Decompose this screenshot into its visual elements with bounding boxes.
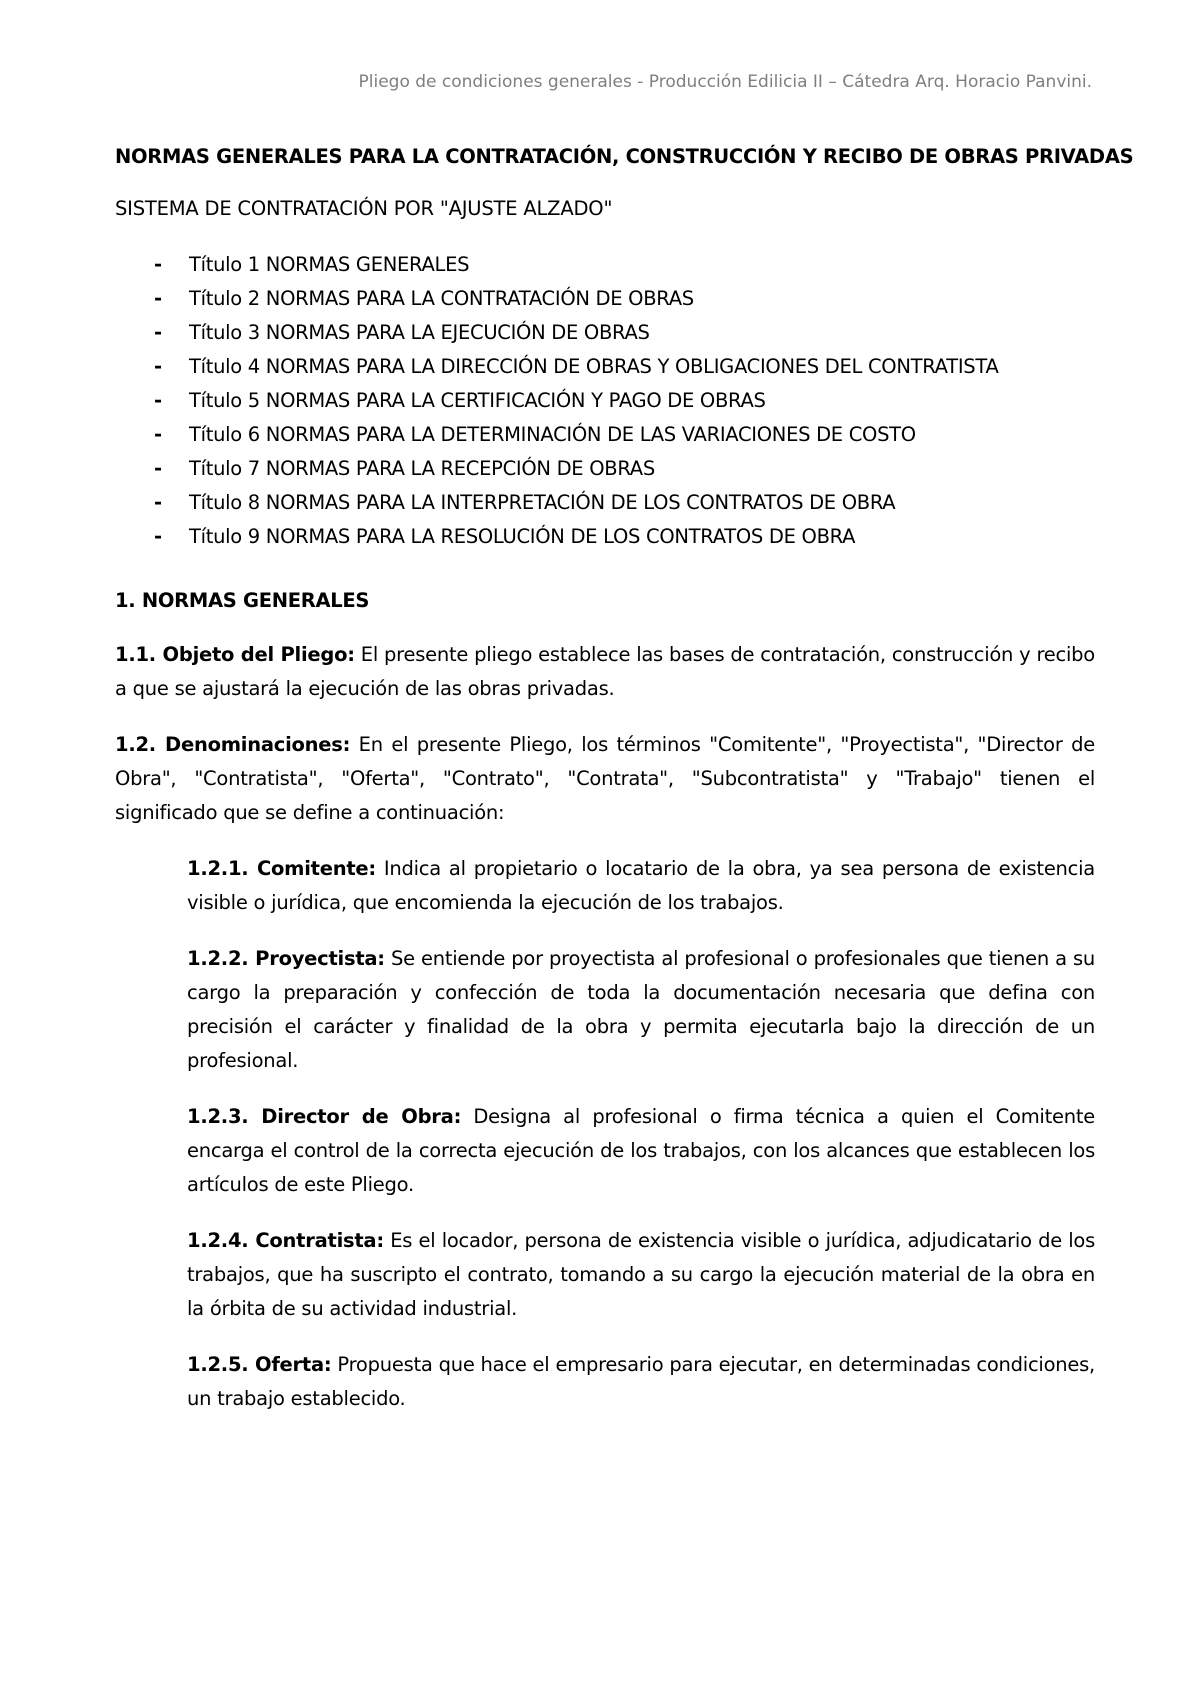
list-item-text: Título 1 NORMAS GENERALES bbox=[189, 253, 470, 276]
definition-proyectista bbox=[187, 942, 1095, 1078]
list-item bbox=[154, 384, 1095, 418]
list-dash: - bbox=[154, 457, 162, 480]
paragraph-term: 1.1. Objeto del Pliego: bbox=[115, 643, 355, 666]
list-dash: - bbox=[154, 253, 162, 276]
definition-term: 1.2.3. Director de Obra: bbox=[187, 1105, 462, 1128]
definition-term: 1.2.1. Comitente: bbox=[187, 857, 376, 880]
document-subtitle: SISTEMA DE CONTRATACIÓN POR "AJUSTE ALZADO" bbox=[115, 197, 613, 220]
list-item-text: Título 9 NORMAS PARA LA RESOLUCIÓN DE LOS CONTRATOS DE OBRA bbox=[189, 525, 856, 548]
definition-term: 1.2.2. Proyectista: bbox=[187, 947, 385, 970]
list-item-text: Título 5 NORMAS PARA LA CERTIFICACIÓN Y PAGO DE OBRAS bbox=[189, 389, 766, 412]
list-dash: - bbox=[154, 491, 162, 514]
definition-text: Es el locador, persona de existencia visible o jurídica, adjudicatario de los trabajos, que ha suscripto el contrato, tomando a su cargo la ejecución material de la obra en la órbita de su actividad industrial. bbox=[187, 1229, 1095, 1320]
definition-oferta bbox=[187, 1348, 1095, 1416]
list-item bbox=[154, 350, 1095, 384]
definition-contratista bbox=[187, 1224, 1095, 1326]
list-item bbox=[154, 452, 1095, 486]
definition-text: Se entiende por proyectista al profesional o profesionales que tienen a su cargo la preparación y confección de toda la documentación necesaria que defina con precisión el carácter y finalidad de la obra y permita ejecutarla bajo la dirección de un profesional. bbox=[187, 947, 1095, 1072]
definition-director-de-obra bbox=[187, 1100, 1095, 1202]
document-title: NORMAS GENERALES PARA LA CONTRATACIÓN, CONSTRUCCIÓN Y RECIBO DE OBRAS PRIVADAS bbox=[115, 145, 1134, 168]
definition-text: Propuesta que hace el empresario para ejecutar, en determinadas condiciones, un trabajo establecido. bbox=[187, 1353, 1095, 1410]
list-dash: - bbox=[154, 355, 162, 378]
paragraph-term: 1.2. Denominaciones: bbox=[115, 733, 351, 756]
list-item-text: Título 3 NORMAS PARA LA EJECUCIÓN DE OBRAS bbox=[189, 321, 650, 344]
definition-term: 1.2.4. Contratista: bbox=[187, 1229, 384, 1252]
list-item-text: Título 6 NORMAS PARA LA DETERMINACIÓN DE LAS VARIACIONES DE COSTO bbox=[189, 423, 916, 446]
titles-list bbox=[115, 248, 1095, 554]
list-item bbox=[154, 486, 1095, 520]
list-dash: - bbox=[154, 287, 162, 310]
paragraph-objeto bbox=[115, 638, 1095, 706]
list-dash: - bbox=[154, 423, 162, 446]
running-header: Pliego de condiciones generales - Producción Edilicia II – Cátedra Arq. Horacio Panvini. bbox=[358, 72, 1092, 92]
list-item bbox=[154, 248, 1095, 282]
list-item bbox=[154, 520, 1095, 554]
document-body bbox=[115, 140, 1134, 1438]
list-dash: - bbox=[154, 389, 162, 412]
paragraph-denominaciones bbox=[115, 728, 1095, 830]
list-item bbox=[154, 418, 1095, 452]
list-item-text: Título 4 NORMAS PARA LA DIRECCIÓN DE OBRAS Y OBLIGACIONES DEL CONTRATISTA bbox=[189, 355, 999, 378]
list-dash: - bbox=[154, 321, 162, 344]
definition-text: Indica al propietario o locatario de la obra, ya sea persona de existencia visible o jurídica, que encomienda la ejecución de los trabajos. bbox=[187, 857, 1096, 914]
paragraph-text: El presente pliego establece las bases de contratación, construcción y recibo a que se ajustará la ejecución de las obras privadas. bbox=[115, 643, 1095, 700]
list-item-text: Título 7 NORMAS PARA LA RECEPCIÓN DE OBRAS bbox=[189, 457, 655, 480]
definition-term: 1.2.5. Oferta: bbox=[187, 1353, 332, 1376]
paragraph-text: En el presente Pliego, los términos "Comitente", "Proyectista", "Director de Obra", "Contratista", "Oferta", "Contrato", "Contrata", "Subcontratista" y "Trabajo" tienen el significado que se define a continuación: bbox=[115, 733, 1095, 824]
section-heading: 1. NORMAS GENERALES bbox=[115, 589, 370, 612]
list-dash: - bbox=[154, 525, 162, 548]
definition-comitente bbox=[187, 852, 1095, 920]
definition-text: Designa al profesional o firma técnica a quien el Comitente encarga el control de la correcta ejecución de los trabajos, con los alcances que establecen los artículos de este Pliego. bbox=[187, 1105, 1095, 1196]
list-item bbox=[154, 316, 1095, 350]
list-item bbox=[154, 282, 1095, 316]
list-item-text: Título 8 NORMAS PARA LA INTERPRETACIÓN DE LOS CONTRATOS DE OBRA bbox=[189, 491, 896, 514]
list-item-text: Título 2 NORMAS PARA LA CONTRATACIÓN DE OBRAS bbox=[189, 287, 694, 310]
